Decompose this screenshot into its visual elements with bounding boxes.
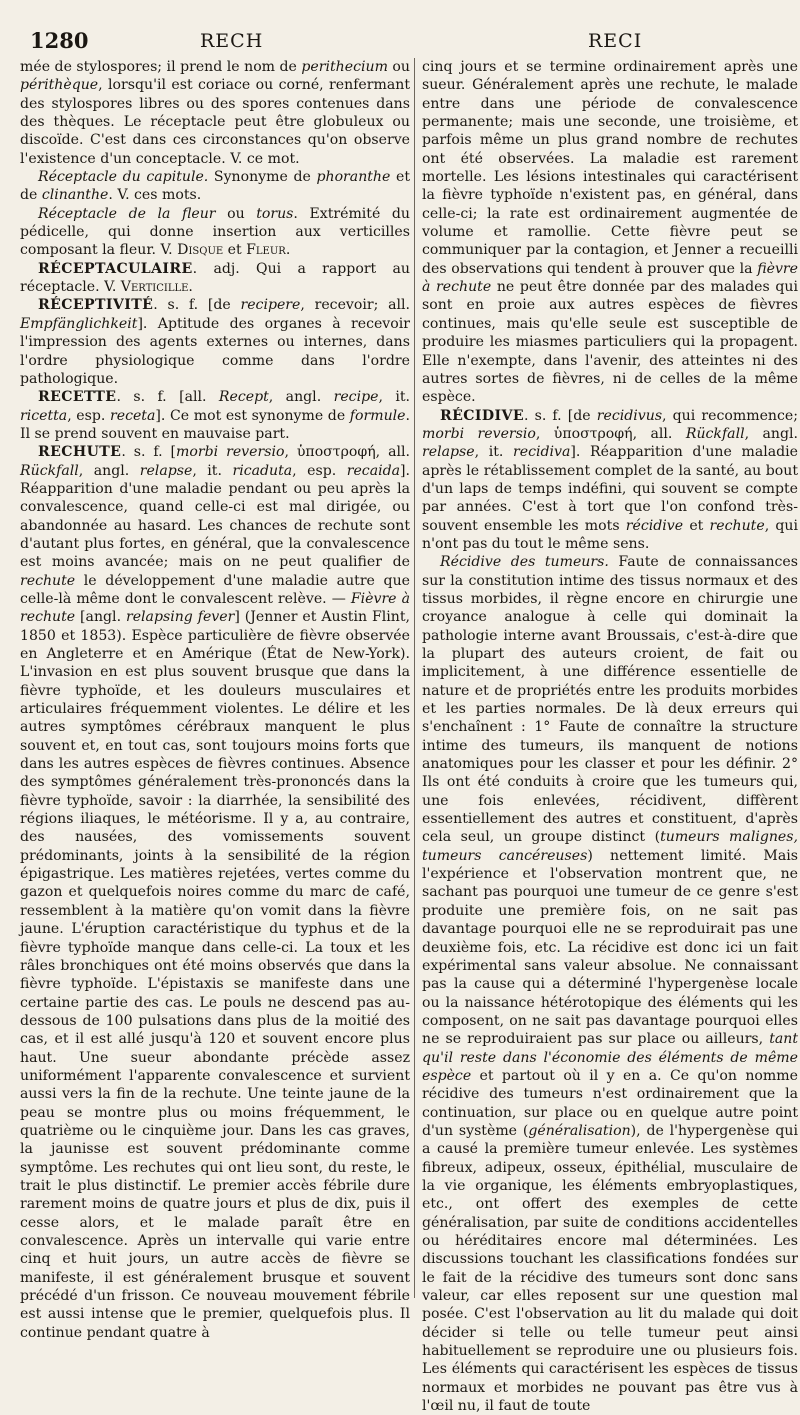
- text-run: . s. f. [de: [153, 297, 241, 314]
- text-run: mée de stylospores; il prend le nom de: [20, 59, 302, 75]
- paragraph: [20, 168, 410, 205]
- italic-term: tumeurs malignes, tumeurs cancéreuses: [422, 829, 798, 864]
- text-run: , ὑποστροφή, all.: [535, 425, 686, 442]
- text-run: ou: [387, 59, 410, 75]
- text-run: ), de l'hypergenèse qui a causé la première tumeur enlevée. Les systèmes fibreux, adipeux, osseux, épithélial, musculaire de la vie organique, les éléments embryoplastiques, etc., ont offert des exemples de cette généralisation, par suite de conditions accidentelles ou héréditaires encore mal déterminées. Les discussions touchant les classifications fondées sur le fait de la récidive des tumeurs sont donc sans valeur, car elles reposent sur une question mal posée. C'est l'observation au lit du malade qui doit décider si telle ou telle tumeur peut ainsi habituellement se reproduire une ou plusieurs fois. Les éléments qui caractérisent les espèces de tissus normaux et morbides ne pouvant pas être vus à l'œil nu, il faut de toute: [422, 1122, 798, 1415]
- text-run: et: [223, 242, 247, 259]
- italic-term: morbi reversio: [176, 444, 285, 461]
- text-run: . Extrémité du pédicelle, qui donne insertion aux verticilles composant la fleur. V.: [20, 205, 410, 259]
- running-head-left: RECH: [200, 30, 264, 52]
- headword: RÉCEPTIVITÉ: [38, 297, 154, 314]
- text-run: , ὑποστροφή, all.: [284, 444, 410, 461]
- text-run: Faute de connaissances sur la constitution intime des tissus normaux et des tissus morbides, il règne encore en chirurgie une croyance analogue à celle qui dominait la pathologie interne avant Broussais, c'est-à-dire que la plupart des auteurs croient, de fait ou implicitement, à une différence essentielle de nature et de propriétés entre les produits morbides et les parties normales. De là deux erreurs qui s'enchaînent : 1° Faute de connaître la structure intime des tumeurs, ils manquent de notions anatomiques pour les classer et pour les définir. 2° Ils ont été conduits à croire que les tumeurs qui, une fois enlevées, récidivent, diffèrent essentiellement des autres et constituent, d'après cela seul, un groupe distinct (: [422, 554, 798, 846]
- italic-term: Réceptacle du capitule.: [38, 169, 209, 186]
- text-run: . V. ces mots.: [108, 187, 202, 204]
- text-run: , lorsqu'il est coriace ou corné, renfermant des stylospores libres ou des spores contenues dans des thèques. Le réceptacle peut être globuleux ou discoïde. C'est dans ces circonstances qu'on observe l'existence d'un conceptacle. V. ce mot.: [20, 77, 410, 167]
- italic-term: recidiva: [513, 444, 571, 461]
- text-run: et de: [20, 169, 410, 204]
- right-column: [422, 58, 798, 1415]
- dictionary-entry: [20, 388, 410, 443]
- italic-term: clinanthe: [41, 187, 109, 204]
- italic-term: rechute: [709, 517, 765, 534]
- dictionary-entry: [20, 443, 410, 1342]
- italic-term: torus: [256, 205, 294, 222]
- text-run: , it.: [192, 462, 233, 479]
- running-head-right: RECI: [588, 30, 643, 52]
- text-run: , esp.: [67, 407, 110, 424]
- italic-term: Rückfall: [20, 462, 79, 479]
- text-run: , it.: [378, 389, 410, 406]
- italic-term: Empfänglichkeit: [20, 315, 138, 332]
- text-run: Synonyme de: [208, 169, 317, 186]
- text-run: cinq jours et se termine ordinairement après une sueur. Généralement après une rechute, le malade entre dans une période de convalescence permanente; mais une seconde, une troisième, et parfois même un plus grand nombre de rechutes ont été observées. La maladie est rarement mortelle. Les lésions intestinales qui caractérisent la fièvre typhoïde n'existent pas, en général, dans celle-ci; la rate est ordinairement augmentée de volume et ramollie. Cette fièvre peut se communiquer par la contagion, et Jenner a recueilli des observations qui tendent à prouver que la: [422, 59, 798, 277]
- paragraph: [20, 58, 410, 168]
- paragraph: [422, 553, 798, 1415]
- italic-term: Recept: [218, 389, 269, 406]
- italic-term: relapse: [422, 444, 475, 461]
- text-run: ]. Aptitude des organes à recevoir l'impression des agents externes ou internes, dans l'ordre physiologique comme dans l'ordre pathologique.: [20, 315, 410, 387]
- text-run: le développement d'une maladie autre que celle-là même dont le convalescent relève. —: [20, 572, 410, 607]
- text-run: . Il se prend souvent en mauvaise part.: [20, 407, 410, 442]
- paragraph: [422, 58, 798, 407]
- text-run: , qui n'ont pas du tout le même sens.: [422, 517, 798, 552]
- italic-term: phoranthe: [316, 169, 391, 186]
- text-run: et: [683, 517, 710, 534]
- italic-term: formule: [349, 407, 406, 424]
- page-number: 1280: [30, 28, 89, 53]
- italic-term: receta: [110, 407, 156, 424]
- text-run: , recevoir; all.: [300, 297, 410, 314]
- italic-term: ricaduta: [232, 462, 293, 479]
- text-run: . adj. Qui a rapport au réceptacle. V.: [20, 260, 410, 296]
- text-run: ou: [215, 205, 257, 222]
- text-run: ) nettement limité. Mais l'expérience et l'observation montrent que, ne sachant pas pourquoi une tumeur de ce genre s'est produite une première fois, on ne sait pas davantage pourquoi elle ne se reproduirait pas une deuxième fois, etc. La récidive est donc ici un fait expérimental sans valeur absolue. Ne connaissant pas la cause qui a déterminé l'hypergenèse locale ou la naissance hétérotopique des éléments qui les composent, on ne sait pas davantage pourquoi elles ne se reproduiraient pas sur place ou ailleurs,: [422, 847, 799, 1048]
- cross-reference: Fleur: [246, 242, 286, 259]
- text-run: , angl.: [268, 389, 334, 406]
- headword: RÉCEPTACULAIRE: [38, 260, 193, 277]
- italic-term: relapsing fever: [125, 609, 235, 626]
- headword: RECETTE: [38, 389, 117, 406]
- italic-term: Fièvre à rechute: [20, 590, 410, 626]
- italic-term: rechute: [20, 572, 76, 589]
- italic-term: morbi reversio: [422, 425, 536, 442]
- italic-term: ricetta: [20, 407, 68, 424]
- dictionary-entry: [422, 407, 798, 554]
- text-run: .: [285, 242, 291, 259]
- headword: RECHUTE: [38, 444, 122, 461]
- italic-term: Rückfall: [685, 425, 745, 442]
- italic-term: Réceptacle de la fleur: [38, 205, 216, 222]
- dictionary-entry: [20, 260, 410, 297]
- text-run: , it.: [474, 444, 514, 461]
- italic-term: périthèque: [20, 77, 99, 94]
- text-run: ]. Réapparition d'une maladie après le rétablissement complet de la santé, au bout d'un laps de temps indéfini, qui souvent se compte par années. C'est à tort que l'on confond très-souvent ensemble les mots: [422, 444, 799, 534]
- text-run: [angl.: [75, 609, 126, 626]
- text-run: , esp.: [292, 462, 347, 479]
- italic-term: fièvre à rechute: [422, 260, 798, 296]
- italic-term: recipe: [333, 389, 379, 406]
- italic-term: recaida: [346, 462, 401, 479]
- text-run: ] (Jenner et Austin Flint, 1850 et 1853). Espèce particulière de fièvre observée en Angleterre et en Amérique (État de New-York). L'invasion en est plus souvent brusque que dans la fièvre typhoïde, et les douleurs musculaires et articulaires fréquemment violentes. Le délire et les autres symptômes cérébraux manquent le plus souvent et, en tout cas, sont toujours moins forts que dans les autres espèces de fièvres continues. Absence des symptômes généralement très-prononcés dans la fièvre typhoïde, savoir : la diarrhée, la sensibilité des régions iliaques, le météorisme. Il y a, au contraire, des nausées, des vomissements souvent prédominants, joints à la sensibilité de la région épigastrique. Les matières rejetées, vertes comme du gazon et quelquefois noires comme du marc de café, ressemblent à la matière qu'on vomit dans la fièvre jaune. L'éruption caractéristique du typhus et de la fièvre typhoïde manque dans celle-ci. La toux et les râles bronchiques ont été moins observés que dans la fièvre typhoïde. L'épistaxis se manifeste dans une certaine partie des cas. Le pouls ne descend pas au-dessous de 100 pulsations dans plus de la moitié des cas, et il est allé jusqu'à 120 et souvent encore plus haut. Une sueur abondante précède assez uniformément l'apparente convalescence et survient aussi vers la fin de la rechute. Une teinte jaune de la peau se montre plus ou moins fréquemment, le quatrième ou le cinquième jour. Dans les cas graves, la jaunisse est souvent prédominante comme symptôme. Les rechutes qui ont lieu sont, du reste, le trait le plus distinctif. Le premier accès fébrile dure rarement moins de quatre jours et plus de dix, puis il cesse alors, et le malade paraît être en convalescence. Après un intervalle qui varie entre cinq et huit jours, un autre accès de fièvre se manifeste, il est généralement brusque et souvent précédé d'un frisson. Ce nouveau mouvement fébrile est aussi intense que le premier, quelquefois plus. Il continue pendant quatre à: [20, 609, 410, 1341]
- text-run: , angl.: [744, 425, 798, 442]
- text-run: , qui recommence;: [662, 407, 798, 424]
- text-run: ne peut être donnée par des malades qui sont en proie aux autres espèces de fièvres continues, mais qu'elle seule est susceptible de produire les miasmes particuliers qui la propagent. Elle n'exempte, dans l'avenir, des atteintes ni des autres sortes de fièvres, ni de celles de la même espèce.: [422, 279, 798, 406]
- text-run: et partout où il y en a. Ce qu'on nomme récidive des tumeurs n'est ordinairement que la continuation, sur place ou en quelque autre point d'un système (: [422, 1067, 798, 1139]
- text-run: . s. f. [: [121, 444, 177, 461]
- text-run: . s. f. [de: [523, 407, 597, 424]
- text-run: ]. Réapparition d'une maladie pendant ou peu après la convalescence, quand celle-ci est mal dirigée, ou abandonnée au hasard. Les chances de rechute sont d'autant plus fortes, en général, que la convalescence est moins avancée; mais on ne peut qualifier de: [20, 462, 411, 571]
- page-header: [0, 28, 800, 58]
- paragraph: [20, 205, 410, 260]
- text-run: ]. Ce mot est synonyme de: [155, 407, 350, 424]
- italic-term: relapse: [139, 462, 193, 479]
- cross-reference: Disque: [177, 242, 224, 259]
- text-run: .: [188, 279, 193, 296]
- italic-term: recipere: [240, 297, 301, 314]
- italic-term: tant qu'il reste dans l'économie des éléments de même espèce: [422, 1031, 798, 1084]
- text-run: , angl.: [78, 462, 140, 479]
- cross-reference: Verticille: [120, 279, 189, 296]
- text-run: . s. f. [all.: [116, 389, 219, 406]
- column-divider: [414, 58, 415, 1298]
- left-column: [20, 58, 410, 1342]
- italic-term: perithecium: [301, 59, 388, 75]
- italic-term: généralisation: [528, 1122, 631, 1139]
- italic-term: recidivus: [596, 407, 663, 424]
- dictionary-entry: [20, 296, 410, 388]
- italic-term: Récidive des tumeurs.: [440, 554, 609, 571]
- headword: RÉCIDIVE: [440, 407, 524, 424]
- italic-term: récidive: [625, 517, 684, 534]
